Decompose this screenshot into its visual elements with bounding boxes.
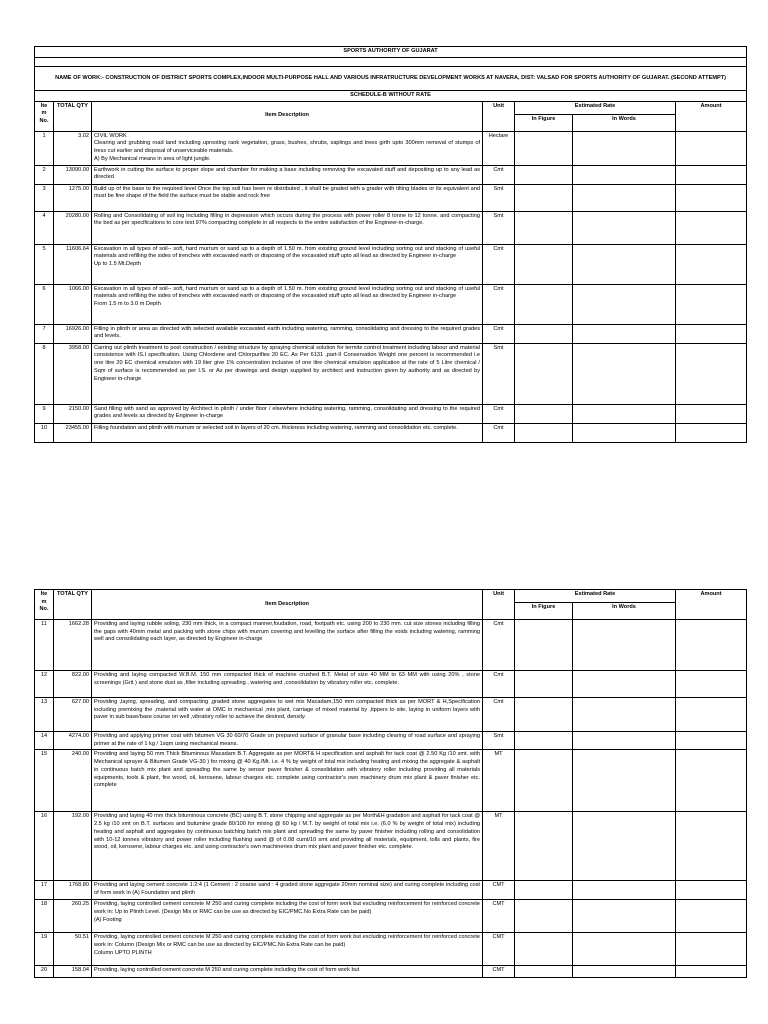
unit-cell: Cmt <box>483 165 515 184</box>
item-no-cell: 13 <box>35 698 54 732</box>
item-no-cell: 6 <box>35 284 54 324</box>
table-row <box>35 244 747 284</box>
item-no-cell: 12 <box>35 671 54 698</box>
unit-cell: Cmt <box>483 284 515 324</box>
table-row <box>35 881 747 900</box>
in-words-cell <box>573 620 676 671</box>
unit-cell: Smt <box>483 184 515 211</box>
unit-cell: Cmt <box>483 404 515 423</box>
total-qty-cell: 13090.00 <box>54 165 92 184</box>
in-words-cell <box>573 933 676 966</box>
in-words-cell <box>573 324 676 343</box>
table-row <box>35 671 747 698</box>
table-row <box>35 165 747 184</box>
amount-cell <box>676 423 747 442</box>
in-figure-cell <box>515 211 573 244</box>
table-row <box>35 324 747 343</box>
total-qty-cell: 158.04 <box>54 966 92 978</box>
table-row <box>35 184 747 211</box>
unit-cell: MT <box>483 812 515 881</box>
in-figure-cell <box>515 165 573 184</box>
amount-cell <box>676 343 747 404</box>
item-no-cell: 14 <box>35 732 54 750</box>
total-qty-cell: 2150.00 <box>54 404 92 423</box>
description-cell: Providing, laying controlled cement concrete M 250 and curing complete including the cost of form work but <box>92 966 483 978</box>
total-qty-cell: 1275.00 <box>54 184 92 211</box>
total-qty-cell: 20280.00 <box>54 211 92 244</box>
unit-cell: Smt <box>483 343 515 404</box>
description-cell: Sand filling with sand as approved by Architect in plinth / under floor / elsewhere including watering, ramming, consolidating and dressing to the required grades and levels as directed by Engineer in-charge <box>92 404 483 423</box>
item-no-cell: 10 <box>35 423 54 442</box>
col-header-total-qty: TOTAL QTY <box>54 590 92 620</box>
amount-cell <box>676 933 747 966</box>
unit-cell: Cmt <box>483 620 515 671</box>
in-figure-cell <box>515 324 573 343</box>
total-qty-cell: 4274.00 <box>54 732 92 750</box>
item-no-cell: 20 <box>35 966 54 978</box>
amount-cell <box>676 750 747 812</box>
in-figure-cell <box>515 423 573 442</box>
total-qty-cell: 822.00 <box>54 671 92 698</box>
table-row <box>35 423 747 442</box>
table-row <box>35 900 747 933</box>
in-figure-cell <box>515 900 573 933</box>
item-no-cell: 17 <box>35 881 54 900</box>
total-qty-cell: 23455.00 <box>54 423 92 442</box>
in-figure-cell <box>515 671 573 698</box>
amount-cell <box>676 244 747 284</box>
description-cell: Providing, laying controlled cement concrete M 250 and curing complete including the cost of form work but excluding reinforcement for reinforced concrete work in: Up to Plinth Level. (Design Mix or RMC can be use as directed by EIC/PMC.No Extra Rate can be paid) (A) Footing <box>92 900 483 933</box>
spacer-row <box>35 58 747 67</box>
in-figure-cell <box>515 732 573 750</box>
table-row <box>35 750 747 812</box>
in-figure-cell <box>515 343 573 404</box>
unit-cell: CMT <box>483 966 515 978</box>
in-words-cell <box>573 343 676 404</box>
table-row <box>35 732 747 750</box>
in-figure-cell <box>515 750 573 812</box>
unit-cell: Smt <box>483 732 515 750</box>
amount-cell <box>676 165 747 184</box>
amount-cell <box>676 698 747 732</box>
amount-cell <box>676 131 747 165</box>
item-no-cell: 18 <box>35 900 54 933</box>
col-header-in-figure: In Figure <box>515 114 573 131</box>
in-words-cell <box>573 698 676 732</box>
schedule-title: SCHEDULE-B WITHOUT RATE <box>35 91 747 102</box>
description-cell: Providing and laying compacted W.B.M. 150 mm compacted thick of machine crushed B.T. Metal of size 40 MM to 63 MM with using 20% , stone screenings (Grit ) and stone dust as ,filler including spreading , watering and ,consolidation by vibratory roller etc. complete. <box>92 671 483 698</box>
description-cell: Carring out plinth treatment to post construction / existing structure by spraying chemical solution for termite control treatment including labour and material consistence with IS.I specification. Using Chlordene and Chlorpurifies 20 EC. As Per 6131 ,part-II Conservation Weight one percent is recommended i.e one litre 20 EC chemical emulsion with 19 liter give 1% concentration inclusive of one litre chemical emulsion application at the rate of 5 Litre chemical / Sqm of surface is recommended as per I.S. or As per drawings and design supplied by architect and instruction given by authority and as directed by Engineer in-charge <box>92 343 483 404</box>
in-words-cell <box>573 732 676 750</box>
description-cell: Providing and laying 50 mm Thick Bituminous Macadam B.T. Aggregate as per MORT& H specification and asphalt for tack coat @ 2.50 Kg /10 smt. with Mechanical sprayer & Bitumen Grade VG-30 ) for mixing @ 40 Kg./Mt. i.e. 4 % by weight of total mix including heating and mixing the aggregate & asphalt in continuous batch mix plant and spreading the same by sensor paver finisher & consolidation with vibratory roller including providing all materials equipments, tools & plant, fire wood, oil, kerosene, labour charges etc. complete using contractor's own machinery drum mix plant & paver finisher etc. complete <box>92 750 483 812</box>
description-cell: Filling in plinth or area as directed with selected available excavated earth including watering, ramming, consolidating and dressing to the required grades and levels. <box>92 324 483 343</box>
item-no-cell: 9 <box>35 404 54 423</box>
item-no-cell: 5 <box>35 244 54 284</box>
total-qty-cell: 1066.00 <box>54 284 92 324</box>
amount-cell <box>676 900 747 933</box>
table-row <box>35 131 747 165</box>
total-qty-cell: 627.00 <box>54 698 92 732</box>
total-qty-cell: 1768.80 <box>54 881 92 900</box>
total-qty-cell: 240.00 <box>54 750 92 812</box>
in-words-cell <box>573 881 676 900</box>
in-words-cell <box>573 750 676 812</box>
amount-cell <box>676 671 747 698</box>
total-qty-cell: 16926.00 <box>54 324 92 343</box>
table-row <box>35 284 747 324</box>
in-figure-cell <box>515 933 573 966</box>
col-header-in-words: In Words <box>573 603 676 620</box>
item-no-cell: 3 <box>35 184 54 211</box>
in-figure-cell <box>515 404 573 423</box>
item-no-cell: 11 <box>35 620 54 671</box>
in-words-cell <box>573 900 676 933</box>
in-figure-cell <box>515 881 573 900</box>
total-qty-cell: 1662.28 <box>54 620 92 671</box>
table-row <box>35 812 747 881</box>
in-words-cell <box>573 966 676 978</box>
description-cell: Providing ,laying, spreading, and compacting ,graded stone aggregates to wet mix Macadam,150 mm compacted thick as per MORT & H,Specification including premixing the ,material with water at OMC in mechanical ,mix plant, carriage of mixed material by ,tippers to site, laying in uniform layers with paver in sub base/base course on well ,vibratory roller to achieve the desired, density. <box>92 698 483 732</box>
col-header-estimated-rate: Estimated Rate <box>515 590 676 603</box>
col-header-in-words: In Words <box>573 114 676 131</box>
unit-cell: Cmt <box>483 698 515 732</box>
unit-cell: CMT <box>483 933 515 966</box>
item-no-cell: 8 <box>35 343 54 404</box>
unit-cell: Hectare <box>483 131 515 165</box>
total-qty-cell: 11606.64 <box>54 244 92 284</box>
total-qty-cell: 3958.00 <box>54 343 92 404</box>
in-words-cell <box>573 184 676 211</box>
in-figure-cell <box>515 131 573 165</box>
description-cell: Providing and laying 40 mm thick bituminous concrete (BC) using B.T. stone chipping and aggregate as per Morth&H gradation and asphalt for tack coat @ 2.5 kg /10 smt on B.T. surfaces and butumine grade 80/100 for mixing @ 60 kg / M.T. by weight of total mix i.e. (6.0 % by weight of total mix) including heating and asphalt and aggregates by continuous batching batch mix plant and spreading the same by paver finisher including rolling and consolidation with 10-12 tonnes vibratory and power roller including flushing sand @ of 0.08 cumt/10 smt and providing all materials, equipment, tolls and plants, fire wood, oil, kerosene, labour charges etc. and using contractor's own machineries drum mix plant and paver finisher etc. complete. <box>92 812 483 881</box>
description-cell: Providing and applying primer coat with bitumen VG 30 60/70 Grade on prepared surface of granular base including clearing of road surface and spraying primer at the rate of 1 kg / 1sqm using mechanical means. <box>92 732 483 750</box>
amount-cell <box>676 812 747 881</box>
schedule-table-sheet-2 <box>34 589 747 978</box>
table-row <box>35 343 747 404</box>
authority-title: SPORTS AUTHORITY OF GUJARAT <box>35 47 747 58</box>
description-cell: Providing, laying controlled cement concrete M 250 and curing complete including the cost of form work but excluding reinforcement for reinforced concrete work in: Column (Design Mix or RMC can be use as directed by EIC/PMC.No Extra Rate can be paid) Column UPTO PLINTH <box>92 933 483 966</box>
table-row <box>35 698 747 732</box>
item-no-cell: 1 <box>35 131 54 165</box>
in-words-cell <box>573 671 676 698</box>
total-qty-cell: 50.51 <box>54 933 92 966</box>
col-header-item-no: Ite m No. <box>35 101 54 131</box>
in-words-cell <box>573 211 676 244</box>
in-words-cell <box>573 244 676 284</box>
col-header-description: Item Description <box>92 590 483 620</box>
col-header-item-no: Ite m No. <box>35 590 54 620</box>
unit-cell: Cmt <box>483 671 515 698</box>
description-cell: Providing and laying rubble soling, 230 mm thick, in a compact manner,foudation, road, footpath etc. using 200 to 230 mm. cut size stones including filling the gaps with 40mm metal and packing with stone chips with murrum covering and levelling the surface after filling the voids including watering, ramming well and consolidating each layer, as directed by Engineer in-charge <box>92 620 483 671</box>
in-figure-cell <box>515 284 573 324</box>
amount-cell <box>676 404 747 423</box>
item-no-cell: 7 <box>35 324 54 343</box>
description-cell: Excavation in all types of soil-- soft, hard murrum or sand up to a depth of 1.50 m. from existing ground level including sorting out and stacking of useful materials and refilling the sides of trenches with excavated earth or disposing of the excavated stuff upto all lead as directed by Engineer in-charge Up to 1.5 Mt.Depth <box>92 244 483 284</box>
item-no-cell: 16 <box>35 812 54 881</box>
description-cell: CIVIL WORK Clearing and grubbing road land including uprooting rank vegetation, grass, bushes, shrubs, saplings and trees girth upto 300mm removal of stumps of tress cut earlier and disposal of unserviceable materials. A) By Mechanical means in area of light jungle. <box>92 131 483 165</box>
table-row <box>35 211 747 244</box>
table-row <box>35 933 747 966</box>
item-no-cell: 4 <box>35 211 54 244</box>
in-words-cell <box>573 423 676 442</box>
amount-cell <box>676 732 747 750</box>
unit-cell: Cmt <box>483 244 515 284</box>
table-row <box>35 966 747 978</box>
amount-cell <box>676 324 747 343</box>
total-qty-cell: 260.25 <box>54 900 92 933</box>
in-figure-cell <box>515 966 573 978</box>
description-cell: Earthwork in cutting the surface to proper slope and chamber for making a base including removing the excavated stuff and depositing up to any lead as directed <box>92 165 483 184</box>
table-row <box>35 620 747 671</box>
in-figure-cell <box>515 620 573 671</box>
col-header-amount: Amount <box>676 101 747 131</box>
amount-cell <box>676 881 747 900</box>
table-row <box>35 404 747 423</box>
description-cell: Providing and laying cement concrete 1:2:4 (1 Cement : 2 coarse sand : 4 graded stone aggregate 20mm nominal size) and curing complete including cost of form work in (A) Foundation and plinth <box>92 881 483 900</box>
schedule-table-sheet-1 <box>34 46 747 443</box>
in-words-cell <box>573 284 676 324</box>
description-cell: Build up of the base to the required level Once the top soil has been re distributed , it shall be graded with a grader with tilting blades or its equivalent and must be fine shape of the field the surface must be stable and rock free <box>92 184 483 211</box>
item-no-cell: 19 <box>35 933 54 966</box>
in-words-cell <box>573 404 676 423</box>
work-name: NAME OF WORK:- CONSTRUCTION OF DISTRICT SPORTS COMPLEX,INDOOR MULTI-PURPOSE HALL AND VARIOUS INFRATRUCTURE DEVELOPMENT WORKS AT NAVERA, DIST: VALSAD FOR SPORTS AUTHORITY OF GUJARAT. (SECOND ATTEMPT) <box>35 67 747 91</box>
in-words-cell <box>573 812 676 881</box>
amount-cell <box>676 284 747 324</box>
description-cell: Rolling and Consolidating of soil ing including filling in depression which occurs during the process with power roller 8 tonne to 12 tonne. and compacting the bed as per specifications to core test 97% compacting complete in all respects to the entire satisfaction of the Engineer-in-charge. <box>92 211 483 244</box>
amount-cell <box>676 184 747 211</box>
item-no-cell: 2 <box>35 165 54 184</box>
item-no-cell: 15 <box>35 750 54 812</box>
amount-cell <box>676 620 747 671</box>
unit-cell: Smt <box>483 211 515 244</box>
amount-cell <box>676 211 747 244</box>
in-words-cell <box>573 165 676 184</box>
unit-cell: CMT <box>483 900 515 933</box>
total-qty-cell: 192.00 <box>54 812 92 881</box>
in-figure-cell <box>515 244 573 284</box>
col-header-unit: Unit <box>483 590 515 620</box>
unit-cell: CMT <box>483 881 515 900</box>
description-cell: Filling foundation and plinth with murrum or selected soil in layers of 20 cm. thickness including watering, ramming and consolidation etc. complete. <box>92 423 483 442</box>
col-header-in-figure: In Figure <box>515 603 573 620</box>
unit-cell: MT <box>483 750 515 812</box>
col-header-unit: Unit <box>483 101 515 131</box>
amount-cell <box>676 966 747 978</box>
description-cell: Excavation in all types of soil-- soft, hard murrum or sand up to a depth of 1.50 m. from existing ground level including sorting out and stacking of useful materials and refilling the sides of trenches with excavated earth or disposing of the excavated stuff upto all lead as directed by Engineer in-charge From 1.5 m to 3.0 m Depth <box>92 284 483 324</box>
in-figure-cell <box>515 812 573 881</box>
in-figure-cell <box>515 184 573 211</box>
col-header-amount: Amount <box>676 590 747 620</box>
unit-cell: Cmt <box>483 324 515 343</box>
total-qty-cell: 3.02 <box>54 131 92 165</box>
col-header-total-qty: TOTAL QTY <box>54 101 92 131</box>
in-words-cell <box>573 131 676 165</box>
in-figure-cell <box>515 698 573 732</box>
unit-cell: Cmt <box>483 423 515 442</box>
col-header-estimated-rate: Estimated Rate <box>515 101 676 114</box>
col-header-description: Item Description <box>92 101 483 131</box>
